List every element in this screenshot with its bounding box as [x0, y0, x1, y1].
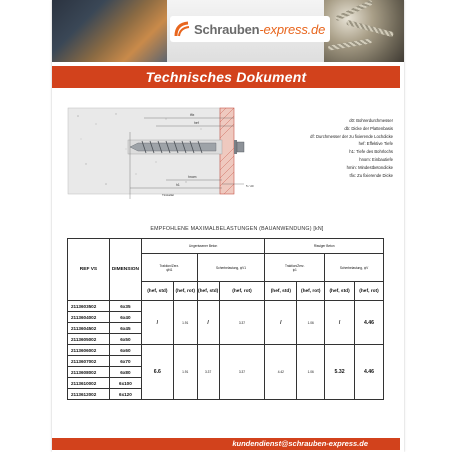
row-ref: 2113603502	[68, 301, 110, 312]
header-cracked: Rissiger Beton	[265, 239, 384, 254]
logo-text-main: Schrauben	[194, 21, 260, 37]
value-cell: /	[141, 301, 173, 345]
value-cell: 6.6	[141, 345, 173, 400]
row-dimension: 6x45	[109, 323, 141, 334]
value-cell: 4.46	[355, 301, 384, 345]
row-dimension: 6x60	[109, 345, 141, 356]
value-cell: /	[265, 301, 297, 345]
header-tension-uncracked-sym: ψN1	[166, 267, 173, 272]
subheader: (hef, rot)	[219, 282, 265, 301]
row-ref: 2113612002	[68, 389, 110, 400]
legend-item: db: Dicke der Plattenbasis	[344, 125, 393, 131]
value-cell: 1.06	[297, 301, 325, 345]
row-dimension: 6x40	[109, 312, 141, 323]
legend-item: hmin: Mindestbetondicke	[346, 164, 393, 170]
value-cell: 3.37	[219, 345, 265, 400]
screw-logo-icon	[174, 20, 192, 38]
logo-wordmark	[194, 22, 325, 37]
row-ref: 2113608002	[68, 367, 110, 378]
row-ref: 2113605002	[68, 334, 110, 345]
footer-bar	[52, 438, 400, 450]
brand-logo[interactable]	[170, 16, 330, 42]
value-cell: 5.32	[325, 345, 355, 400]
label-hef: hef	[194, 121, 199, 125]
header-tension-cracked	[265, 254, 325, 282]
subheader: (hef, std)	[265, 282, 297, 301]
label-df: 5 / d0	[246, 184, 254, 188]
header-shear-uncracked: Scherbelastung, ψV1	[197, 254, 265, 282]
label-h1: h1	[176, 183, 180, 187]
subheader: (hef, rot)	[297, 282, 325, 301]
row-dimension: 6x50	[109, 334, 141, 345]
load-table	[67, 238, 384, 400]
row-ref: 2113604002	[68, 312, 110, 323]
header-shear-cracked: Scherbelastung, ψV	[325, 254, 384, 282]
row-dimension: 6x70	[109, 356, 141, 367]
subheader: (hef, std)	[141, 282, 173, 301]
row-ref: 2113607002	[68, 356, 110, 367]
title-banner	[52, 66, 400, 88]
legend-item: hef: Effektive Tiefe	[358, 141, 393, 147]
screw-decoration	[328, 38, 372, 51]
tools-photo	[52, 0, 167, 62]
header-tension-cracked-label: Traktion/Zerz.	[284, 263, 305, 268]
subheader: (hef, rot)	[355, 282, 384, 301]
screw-head	[237, 142, 244, 152]
table-title: EMPFOHLENE MAXIMALBELASTUNGEN (BAUANWENDUNG) [kN]	[150, 226, 324, 232]
screw-decoration	[335, 0, 373, 21]
diagram-legend	[268, 117, 398, 179]
value-cell: 3.37	[219, 301, 265, 345]
value-cell: /	[325, 301, 355, 345]
label-tinst: Tinstallat	[162, 193, 174, 197]
legend-item: df: Durchmesser der zu fixierende Lochdicke	[310, 133, 393, 139]
value-cell: /	[197, 301, 219, 345]
header-uncracked: Ungerissener Beton	[141, 239, 265, 254]
value-cell: 1.91	[173, 301, 197, 345]
anchor-diagram	[66, 104, 266, 204]
row-dimension: 6x120	[109, 389, 141, 400]
row-ref: 2113604502	[68, 323, 110, 334]
logo-text-accent: -express.de	[259, 21, 326, 37]
row-ref: 2113610002	[68, 378, 110, 389]
legend-item: tfix: Zu fixierende Dicke	[349, 172, 393, 178]
value-cell: 1.06	[297, 345, 325, 400]
subheader: (hef, rot)	[173, 282, 197, 301]
header-ref: REF VS	[68, 239, 110, 301]
header-dimension: DIMENSION	[109, 239, 141, 301]
subheader: (hef, std)	[197, 282, 219, 301]
value-cell: 4.42	[265, 345, 297, 400]
subheader: (hef, std)	[325, 282, 355, 301]
legend-item: hnom: Einbautiefe	[359, 156, 393, 162]
row-dimension: 6x100	[109, 378, 141, 389]
value-cell: 4.46	[355, 345, 384, 400]
header-photo-strip	[52, 0, 404, 62]
header-tension-uncracked	[141, 254, 197, 282]
screw-decoration	[346, 20, 394, 37]
header-tension-uncracked-label: Traktion/Zerz.	[159, 263, 180, 268]
row-ref: 2113606002	[68, 345, 110, 356]
legend-item: d0: Bohrerdurchmesser	[349, 118, 393, 123]
value-cell: 1.91	[173, 345, 197, 400]
header-tension-cracked-sym: ψ1	[292, 267, 297, 272]
label-tfix: tfix	[190, 113, 195, 117]
row-dimension: 6x80	[109, 367, 141, 378]
label-hnom: hnom	[188, 175, 197, 179]
footer-email-link[interactable]: kundendienst@schrauben-express.de	[232, 439, 368, 448]
screw-washer	[234, 140, 237, 154]
document-title: Technisches Dokument	[145, 69, 307, 85]
legend-item: h1: Tiefe des Bohrlochs	[349, 149, 393, 155]
value-cell: 3.37	[197, 345, 219, 400]
row-dimension: 6x35	[109, 301, 141, 312]
screws-photo	[324, 0, 404, 62]
